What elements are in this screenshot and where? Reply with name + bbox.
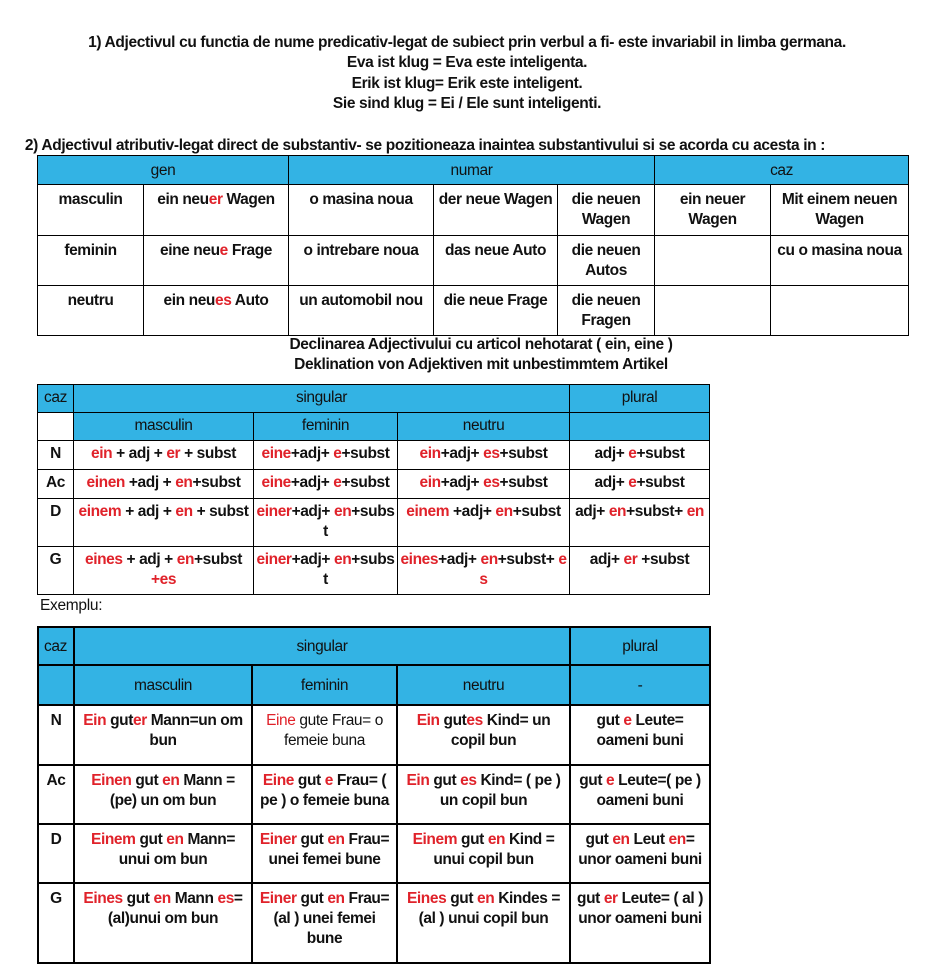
header-masculin: masculin [74,413,254,441]
pattern-feminin: eine+adj+ e+subst [254,470,398,499]
singular-cell: der neue Wagen [434,185,558,236]
rule-2-text: 2) Adjectivul atributiv-legat direct de substantiv- se pozitioneaza inaintea substantivului si se acorda cu acesta in : [24,137,826,154]
table-row [38,286,909,336]
header-masculin: masculin [74,665,252,705]
case-label: N [38,441,74,470]
table-row [38,470,710,499]
case-label: D [38,824,74,883]
table-row [38,499,710,547]
case-label: G [38,547,74,595]
example-neutru: Ein gutes Kind= un copil bun [397,705,570,765]
example-neutru: Ein gut es Kind= ( pe ) un copil bun [397,765,570,824]
case-label: D [38,499,74,547]
table-row [38,705,710,765]
gender-cell: neutru [38,286,144,336]
header-dash: - [570,665,710,705]
declension-pattern-table [37,384,710,595]
table-row [38,185,909,236]
pattern-neutru: einem +adj+ en+subst [398,499,570,547]
example-masculin: Einen gut en Mann = (pe) un om bun [74,765,252,824]
declension-title-de: Deklination von Adjektiven mit unbestimmtem Artikel [294,356,668,373]
pattern-masculin: eines + adj + en+subst +es [74,547,254,595]
declension-example-table [37,626,711,964]
gender-cell: feminin [38,236,144,286]
example-sie: Sie sind klug = Ei / Ele sunt inteligenti. [332,95,602,112]
table-row [38,824,710,883]
example-masculin: Einem gut en Mann= unui om bun [74,824,252,883]
example-neutru: Einem gut en Kind = unui copil bun [397,824,570,883]
pattern-masculin: einen +adj + en+subst [74,470,254,499]
example-eva: Eva ist klug = Eva este inteligenta. [346,54,588,71]
case-label: G [38,883,74,963]
example-neutru: Eines gut en Kindes = (al ) unui copil bun [397,883,570,963]
table-row [38,883,710,963]
pattern-plural: adj+ e+subst [570,441,710,470]
header-caz: caz [38,385,74,413]
header-numar: numar [289,156,655,185]
empty-cell [38,413,74,441]
header-gen: gen [38,156,289,185]
example-feminin: Einer gut en Frau= (al ) unei femei bune [252,883,397,963]
translation-cell: un automobil nou [289,286,434,336]
table-row [38,765,710,824]
header-neutru: neutru [398,413,570,441]
pattern-masculin: ein + adj + er + subst [74,441,254,470]
header-caz: caz [655,156,909,185]
pattern-plural: adj+ en+subst+ en [570,499,710,547]
header-empty [38,665,74,705]
pattern-neutru: ein+adj+ es+subst [398,441,570,470]
header-feminin: feminin [252,665,397,705]
header-plural: plural [570,627,710,665]
singular-cell: das neue Auto [434,236,558,286]
header-neutru: neutru [397,665,570,705]
case-label: N [38,705,74,765]
example-plural: gut e Leute=( pe ) oameni buni [570,765,710,824]
singular-cell: die neue Frage [434,286,558,336]
header-singular: singular [74,627,570,665]
caz-cell [655,286,771,336]
header-empty [570,413,710,441]
header-singular: singular [74,385,570,413]
case-label: Ac [38,765,74,824]
example-erik: Erik ist klug= Erik este inteligent. [351,75,583,92]
example-plural: gut e Leute= oameni buni [570,705,710,765]
example-feminin: Einer gut en Frau= unei femei bune [252,824,397,883]
exemplu-label: Exemplu: [40,597,103,614]
example-feminin: Eine gute Frau= o femeie buna [252,705,397,765]
rule-1-text: 1) Adjectivul cu functia de nume predicativ-legat de subiect prin verbul a fi- este invariabil in limba germana. [88,34,846,51]
declension-title-ro: Declinarea Adjectivului cu articol nehotarat ( ein, eine ) [289,336,673,353]
agreement-table [37,155,909,336]
pattern-feminin: einer+adj+ en+subs t [254,499,398,547]
caz-cell: Mit einem neuen Wagen [771,185,909,236]
pattern-neutru: eines+adj+ en+subst+ e s [398,547,570,595]
pattern-plural: adj+ e+subst [570,470,710,499]
gender-cell: masculin [38,185,144,236]
example-cell: eine neue Frage [144,236,289,286]
header-caz: caz [38,627,74,665]
pattern-masculin: einem + adj + en + subst [74,499,254,547]
caz-cell: ein neuer Wagen [655,185,771,236]
header-feminin: feminin [254,413,398,441]
pattern-neutru: ein+adj+ es+subst [398,470,570,499]
case-label: Ac [38,470,74,499]
example-plural: gut er Leute= ( al ) unor oameni buni [570,883,710,963]
plural-cell: die neuen Fragen [558,286,655,336]
pattern-feminin: eine+adj+ e+subst [254,441,398,470]
example-masculin: Eines gut en Mann es=(al)unui om bun [74,883,252,963]
translation-cell: o intrebare noua [289,236,434,286]
table-row [38,236,909,286]
example-cell: ein neuer Wagen [144,185,289,236]
pattern-feminin: einer+adj+ en+subs t [254,547,398,595]
table-row [38,441,710,470]
table-row [38,547,710,595]
example-feminin: Eine gut e Frau= ( pe ) o femeie buna [252,765,397,824]
caz-cell [655,236,771,286]
translation-cell: o masina noua [289,185,434,236]
caz-cell [771,286,909,336]
example-masculin: Ein guter Mann=un om bun [74,705,252,765]
plural-cell: die neuen Autos [558,236,655,286]
pattern-plural: adj+ er +subst [570,547,710,595]
example-cell: ein neues Auto [144,286,289,336]
plural-cell: die neuen Wagen [558,185,655,236]
header-plural: plural [570,385,710,413]
example-plural: gut en Leut en= unor oameni buni [570,824,710,883]
caz-cell: cu o masina noua [771,236,909,286]
